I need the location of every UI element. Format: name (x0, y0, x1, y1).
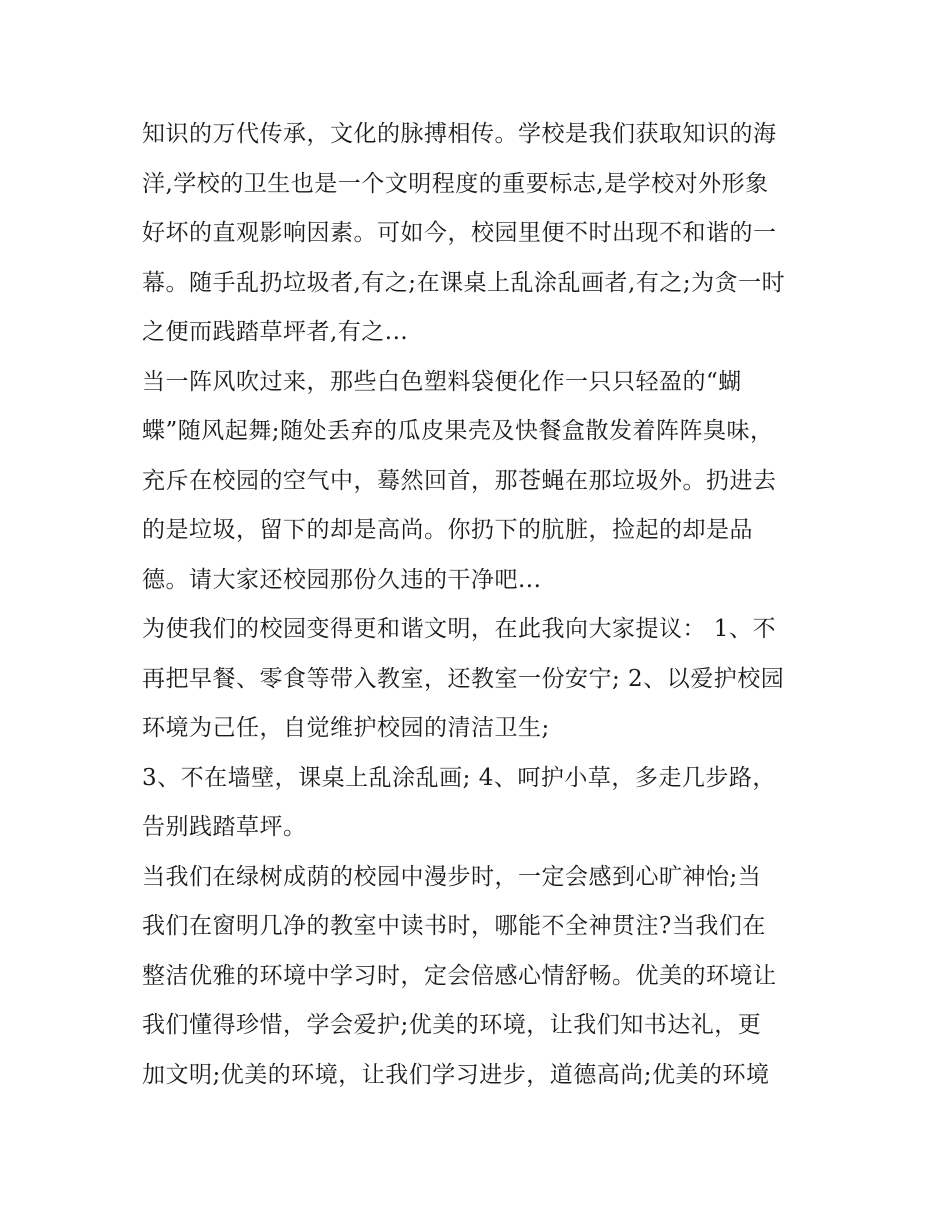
text-line: 为使我们的校园变得更和谐文明，在此我向大家提议： 1、不 (142, 616, 776, 642)
text-line: 加文明;优美的环境，让我们学习进步，道德高尚;优美的环境 (142, 1061, 770, 1088)
text-line: 之便而践踏草坪者,有之... (142, 319, 409, 345)
text-line: 再把早餐、零食等带入教室，还教室一份安宁; 2、以爱护校园 (142, 665, 785, 692)
text-line: 蝶”随风起舞;随处丢弃的瓜皮果壳及快餐盒散发着阵阵臭味， (142, 418, 774, 444)
text-line: 充斥在校园的空气中，蓦然回首，那苍蝇在那垃圾外。扔进去 (142, 467, 777, 494)
text-line: 的是垃圾，留下的却是高尚。你扔下的肮脏，捡起的却是品 (142, 517, 753, 543)
text-line: 3、不在墙壁，课桌上乱涂乱画; 4、呵护小草，多走几步路， (142, 764, 776, 791)
document-body (142, 110, 822, 1100)
text-line: 环境为己任，自觉维护校园的清洁卫生; (142, 715, 550, 741)
text-line: 我们在窗明几净的教室中读书时，哪能不全神贯注?当我们在 (142, 913, 766, 939)
text-line: 告别践踏草坪。 (142, 814, 307, 840)
text-line: 当一阵风吹过来，那些白色塑料袋便化作一只只轻盈的“蝴 (142, 368, 742, 395)
text-line: 当我们在绿树成荫的校园中漫步时，一定会感到心旷神怡;当 (142, 863, 762, 890)
text-line: 德。请大家还校园那份久违的干净吧... (142, 566, 542, 593)
text-line: 幕。随手乱扔垃圾者,有之;在课桌上乱涂乱画者,有之;为贪一时 (142, 269, 786, 296)
text-line: 好坏的直观影响因素。可如今，校园里便不时出现不和谐的一 (142, 220, 777, 246)
text-line: 我们懂得珍惜，学会爱护;优美的环境，让我们知书达礼，更 (142, 1012, 762, 1038)
text-line: 知识的万代传承，文化的脉搏相传。学校是我们获取知识的海 (142, 121, 777, 147)
text-line: 洋,学校的卫生也是一个文明程度的重要标志,是学校对外形象 (142, 170, 769, 197)
text-line: 整洁优雅的环境中学习时，定会倍感心情舒畅。优美的环境让 (142, 962, 777, 989)
